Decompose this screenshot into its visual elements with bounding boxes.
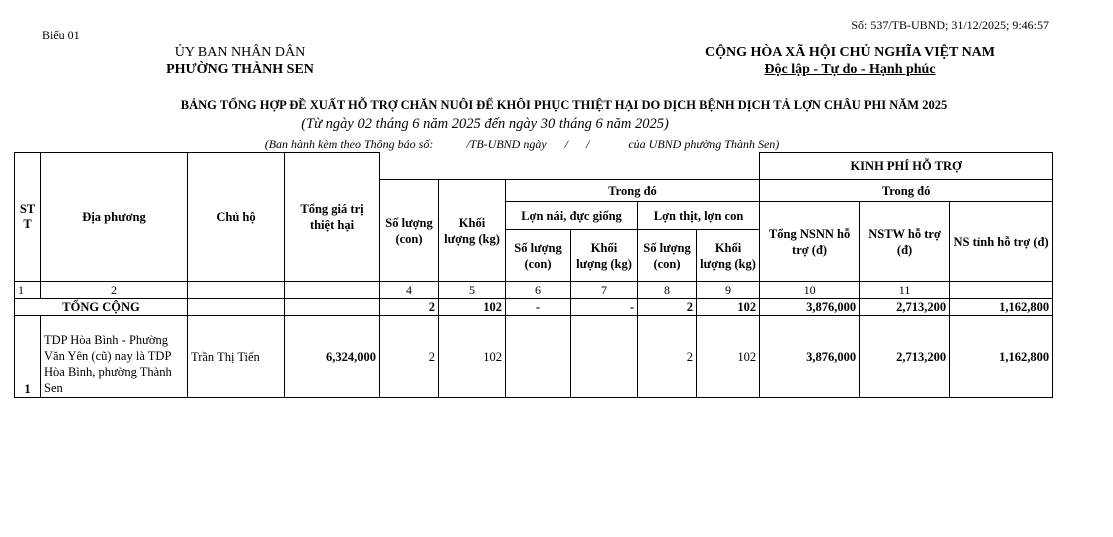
org-line-2: PHƯỜNG THÀNH SEN xyxy=(166,62,314,77)
header-location: Địa phương xyxy=(41,153,188,282)
row-quantity: 2 xyxy=(380,316,439,398)
total-sow-quantity: - xyxy=(506,299,571,316)
header-sow-quantity: Số lượng (con) xyxy=(506,230,571,282)
colnum-4: 4 xyxy=(380,282,439,299)
org-line-1: ỦY BAN NHÂN DÂN xyxy=(174,45,306,60)
header-funding-of-which: Trong đó xyxy=(760,180,1053,202)
total-meat-quantity: 2 xyxy=(638,299,697,316)
row-sow-quantity xyxy=(506,316,571,398)
header-total-damage: Tổng giá trị thiệt hại xyxy=(285,153,380,282)
row-sow-weight xyxy=(571,316,638,398)
support-summary-table xyxy=(14,152,1053,398)
row-weight: 102 xyxy=(439,316,506,398)
row-province-budget: 1,162,800 xyxy=(950,316,1053,398)
header-sow-group: Lợn nái, đực giống xyxy=(506,202,638,230)
header-quantity: Số lượng (con) xyxy=(380,180,439,282)
header-total-budget: Tổng NSNN hỗ trợ (đ) xyxy=(760,202,860,282)
total-quantity: 2 xyxy=(380,299,439,316)
row-meat-quantity: 2 xyxy=(638,316,697,398)
document-number: Số: 537/TB-UBND; 31/12/2025; 9:46:57 xyxy=(851,18,1049,32)
colnum-blank-c xyxy=(950,282,1053,299)
colnum-6: 6 xyxy=(506,282,571,299)
colnum-9: 9 xyxy=(697,282,760,299)
colnum-10: 10 xyxy=(760,282,860,299)
row-owner: Trần Thị Tiến xyxy=(188,316,285,398)
row-stt: 1 xyxy=(15,316,41,398)
colnum-8: 8 xyxy=(638,282,697,299)
document-issued-note: (Ban hành kèm theo Thông báo số: /TB-UBND ngày / / của UBND phường Thành Sen) xyxy=(264,137,780,151)
colnum-2: 2 xyxy=(41,282,188,299)
total-owner xyxy=(188,299,285,316)
total-central-budget: 2,713,200 xyxy=(860,299,950,316)
header-owner: Chủ hộ xyxy=(188,153,285,282)
header-central-budget: NSTW hỗ trợ (đ) xyxy=(860,202,950,282)
table-row xyxy=(15,316,1053,398)
total-label: TỔNG CỘNG xyxy=(15,299,188,316)
total-weight: 102 xyxy=(439,299,506,316)
colnum-blank-a xyxy=(188,282,285,299)
colnum-5: 5 xyxy=(439,282,506,299)
header-meat-group: Lợn thịt, lợn con xyxy=(638,202,760,230)
national-motto xyxy=(680,44,1020,78)
total-sow-weight: - xyxy=(571,299,638,316)
header-blank xyxy=(380,153,760,180)
row-location: TDP Hòa Bình - Phường Văn Yên (cũ) nay là TDP Hòa Bình, phường Thành Sen xyxy=(41,316,188,398)
total-meat-weight: 102 xyxy=(697,299,760,316)
header-meat-quantity: Số lượng (con) xyxy=(638,230,697,282)
row-meat-weight: 102 xyxy=(697,316,760,398)
total-damage xyxy=(285,299,380,316)
total-total-budget: 3,876,000 xyxy=(760,299,860,316)
total-row xyxy=(15,299,1053,316)
form-code: Biểu 01 xyxy=(42,28,80,42)
row-central-budget: 2,713,200 xyxy=(860,316,950,398)
column-number-row xyxy=(15,282,1053,299)
header-sow-weight: Khối lượng (kg) xyxy=(571,230,638,282)
row-total-budget: 3,876,000 xyxy=(760,316,860,398)
document-period: (Từ ngày 02 tháng 6 năm 2025 đến ngày 30 tháng 6 năm 2025) xyxy=(301,116,669,132)
nation-line-1: CỘNG HÒA XÃ HỘI CHỦ NGHĨA VIỆT NAM xyxy=(704,45,995,60)
document-title: BẢNG TỔNG HỢP ĐỀ XUẤT HỖ TRỢ CHĂN NUÔI ĐỂ KHÔI PHỤC THIỆT HẠI DO DỊCH BỆNH DỊCH TẢ LỢN CHÂU PHI NĂM 2025 xyxy=(180,98,948,112)
header-of-which: Trong đó xyxy=(506,180,760,202)
header-stt: STT xyxy=(15,153,41,282)
colnum-blank-b xyxy=(285,282,380,299)
header-meat-weight: Khối lượng (kg) xyxy=(697,230,760,282)
header-province-budget: NS tỉnh hỗ trợ (đ) xyxy=(950,202,1053,282)
issuing-organization xyxy=(120,44,360,78)
total-province-budget: 1,162,800 xyxy=(950,299,1053,316)
row-total-damage: 6,324,000 xyxy=(285,316,380,398)
nation-line-2: Độc lập - Tự do - Hạnh phúc xyxy=(764,62,936,77)
header-weight: Khối lượng (kg) xyxy=(439,180,506,282)
colnum-1: 1 xyxy=(15,282,41,299)
header-funding: KINH PHÍ HỖ TRỢ xyxy=(760,153,1053,180)
colnum-11: 11 xyxy=(860,282,950,299)
colnum-7: 7 xyxy=(571,282,638,299)
